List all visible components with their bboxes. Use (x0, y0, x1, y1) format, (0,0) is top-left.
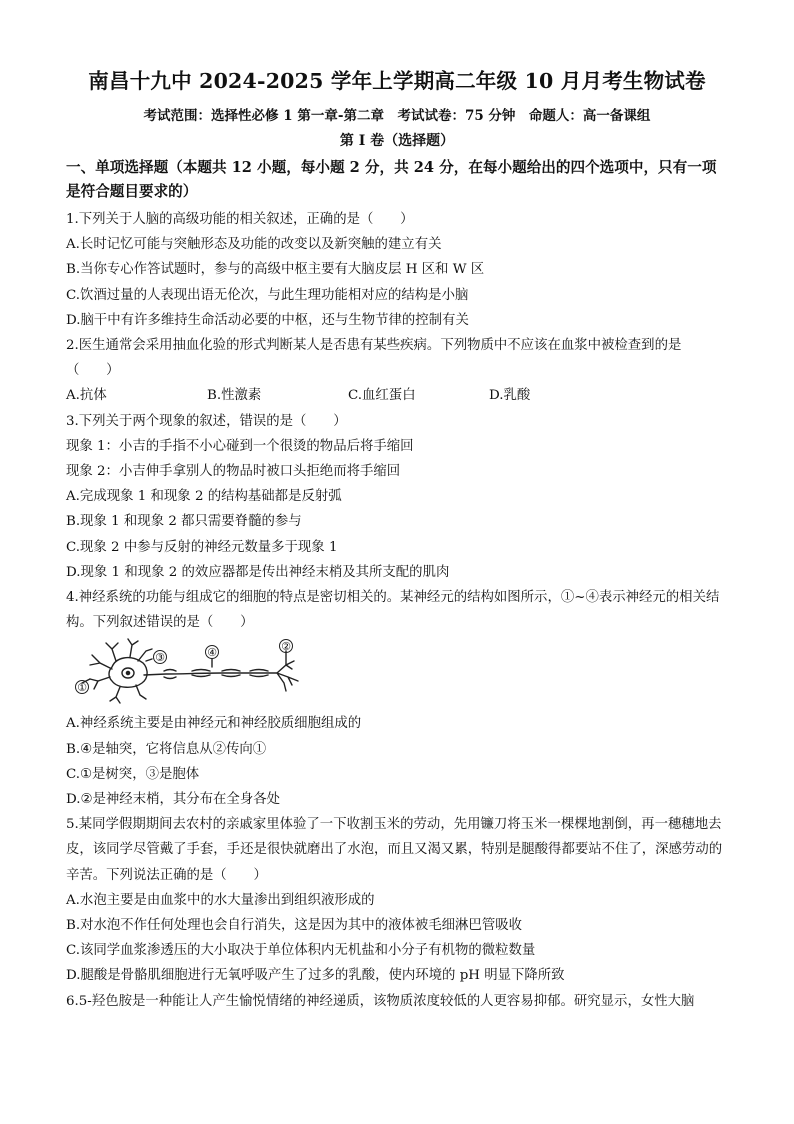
option-c: C.①是树突，③是胞体 (66, 766, 200, 782)
question-stem: 2.医生通常会采用抽血化验的形式判断某人是否患有某些疾病。下列物质中不应该在血浆中被检查到的是（ ） (66, 338, 682, 379)
figure-label-2: ② (281, 640, 291, 654)
question-6 (66, 989, 728, 1014)
question-stem: 5.某同学假期期间去农村的亲戚家里体验了一下收割玉米的劳动，先用镰刀将玉米一棵棵地割倒，再一穗穗地去皮，该同学尽管戴了手套，手还是很快就磨出了水泡，而且又渴又累，特别是腿酸得都要站不住了，深感劳动的辛苦。下列说法正确的是（ ） (66, 817, 723, 883)
phenomenon-1: 现象 1：小吉的手指不小心碰到一个很烫的物品后将手缩回 (66, 438, 414, 454)
question-1 (66, 207, 728, 333)
option-d: D.乳酸 (489, 388, 531, 404)
question-2 (66, 333, 728, 409)
neuron-figure (72, 637, 728, 709)
question-4 (66, 585, 728, 812)
question-5 (66, 812, 728, 988)
options-row (66, 383, 728, 408)
option-b: B.④是轴突，它将信息从②传向① (66, 741, 267, 757)
question-stem: 1.下列关于人脑的高级功能的相关叙述，正确的是（ ） (66, 212, 414, 227)
option-d: D.②是神经末梢，其分布在全身各处 (66, 792, 280, 808)
option-d: D.脑干中有许多维持生命活动必要的中枢，还与生物节律的控制有关 (66, 312, 469, 328)
phenomenon-2: 现象 2：小吉伸手拿别人的物品时被口头拒绝而将手缩回 (66, 464, 401, 480)
exam-subtitle: 考试范围：选择性必修 1 第一章-第二章 考试试卷：75 分钟 命题人：高一备课组 (143, 108, 651, 124)
question-3 (66, 409, 728, 585)
option-a: A.水泡主要是由血浆中的水大量渗出到组织液形成的 (66, 892, 375, 908)
axon-terminal (277, 661, 298, 691)
option-c: C.现象 2 中参与反射的神经元数量多于现象 1 (66, 539, 338, 555)
option-d: D.现象 1 和现象 2 的效应器都是传出神经末梢及其所支配的肌肉 (66, 564, 450, 580)
option-a: A.长时记忆可能与突触形态及功能的改变以及新突触的建立有关 (66, 237, 442, 253)
option-d: D.腿酸是骨骼肌细胞进行无氧呼吸产生了过多的乳酸，使内环境的 pH 明显下降所致 (66, 968, 565, 984)
part-title: 第 I 卷（选择题） (339, 133, 455, 149)
figure-label-3: ③ (155, 651, 165, 665)
option-b: B.现象 1 和现象 2 都只需要脊髓的参与 (66, 514, 302, 530)
option-c: C.血红蛋白 (348, 388, 416, 404)
option-a: A.抗体 (66, 388, 107, 404)
figure-label-4: ④ (207, 646, 217, 660)
question-stem: 4.神经系统的功能与组成它的细胞的特点是密切相关的。某神经元的结构如图所示，①~④表示神经元的相关结构。下列叙述错误的是（ ） (66, 590, 720, 631)
option-b: B.性激素 (207, 388, 262, 404)
option-c: C.该同学血浆渗透压的大小取决于单位体积内无机盐和小分子有机物的微粒数量 (66, 943, 536, 959)
option-b: B.对水泡不作任何处理也会自行消失，这是因为其中的液体被毛细淋巴管吸收 (66, 918, 522, 934)
exam-title: 南昌十九中 2024-2025 学年上学期高二年级 10 月月考生物试卷 (88, 69, 706, 93)
section-heading: 一、单项选择题（本题共 12 小题，每小题 2 分，共 24 分，在每小题给出的四个选项中，只有一项是符合题目要求的） (66, 159, 717, 200)
option-a: A.完成现象 1 和现象 2 的结构基础都是反射弧 (66, 489, 342, 505)
option-c: C.饮酒过量的人表现出语无伦次，与此生理功能相对应的结构是小脑 (66, 287, 469, 303)
neuron-diagram (72, 637, 312, 709)
question-stem: 6.5-羟色胺是一种能让人产生愉悦情绪的神经递质，该物质浓度较低的人更容易抑郁。研究显示，女性大脑 (66, 993, 695, 1009)
figure-label-1: ① (77, 681, 87, 695)
option-b: B.当你专心作答试题时，参与的高级中枢主要有大脑皮层 H 区和 W 区 (66, 262, 485, 278)
question-stem: 3.下列关于两个现象的叙述，错误的是（ ） (66, 413, 347, 429)
option-a: A.神经系统主要是由神经元和神经胶质细胞组成的 (66, 716, 362, 732)
